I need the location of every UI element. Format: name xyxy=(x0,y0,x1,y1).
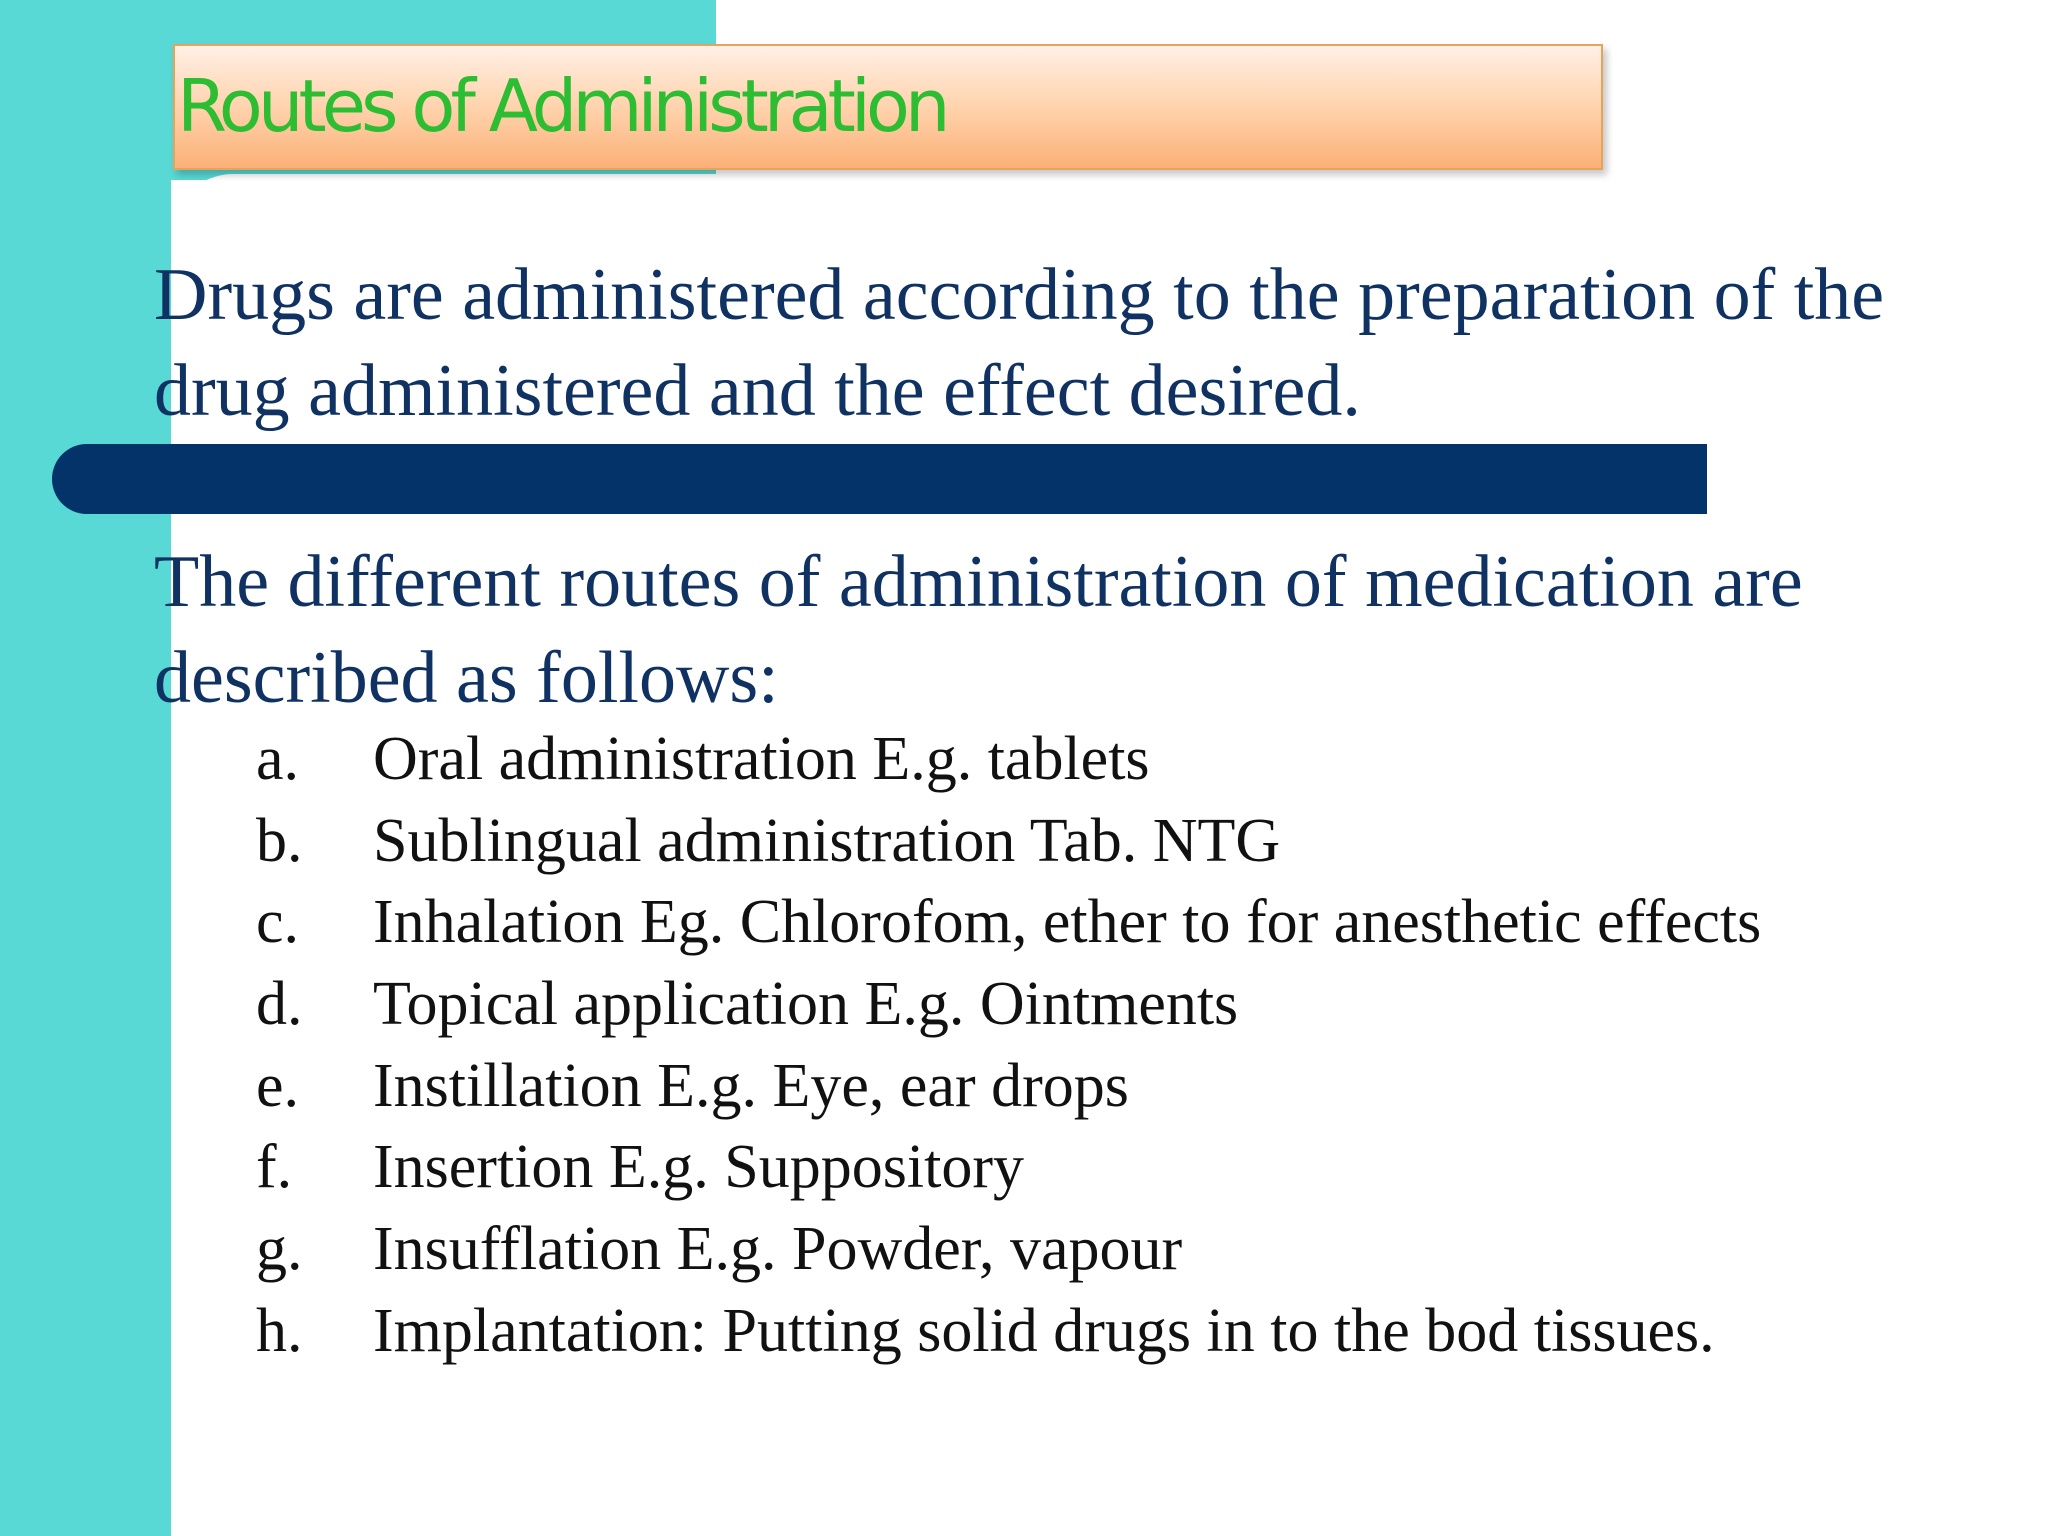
teal-sidebar xyxy=(0,0,171,1536)
route-letter: c. xyxy=(256,888,300,957)
routes-lead-paragraph: The different routes of administration of medication are described as follows: xyxy=(154,541,1803,719)
route-text: Topical application E.g. Ointments xyxy=(373,970,1239,1039)
route-letter: h. xyxy=(256,1296,303,1365)
route-letter: b. xyxy=(256,806,303,875)
route-item-topical xyxy=(256,964,1761,1046)
route-item-oral xyxy=(256,719,1761,801)
route-letter: g. xyxy=(256,1215,303,1284)
route-text: Insertion E.g. Suppository xyxy=(373,1133,1024,1202)
divider-bar xyxy=(52,444,1707,514)
route-text: Sublingual administration Tab. NTG xyxy=(373,806,1281,875)
slide-title: Routes of Administration xyxy=(177,64,946,148)
route-letter: a. xyxy=(256,725,300,793)
route-item-insertion xyxy=(256,1127,1761,1209)
title-banner xyxy=(173,44,1603,170)
route-letter: f. xyxy=(256,1133,293,1202)
route-text: Insufflation E.g. Powder, vapour xyxy=(373,1215,1183,1284)
route-letter: e. xyxy=(256,1051,300,1120)
route-text: Implantation: Putting solid drugs in to the bod tissues. xyxy=(373,1296,1715,1365)
route-letter: d. xyxy=(256,970,303,1039)
intro-paragraph: Drugs are administered according to the preparation of the drug administered and the effect desired. xyxy=(154,254,1885,432)
route-text: Inhalation Eg. Chlorofom, ether to for anesthetic effects xyxy=(373,888,1762,957)
route-item-insufflation xyxy=(256,1209,1761,1291)
route-item-inhalation xyxy=(256,882,1761,964)
route-item-sublingual xyxy=(256,801,1761,883)
routes-list xyxy=(256,719,1761,1373)
route-item-implantation xyxy=(256,1291,1761,1373)
route-text: Instillation E.g. Eye, ear drops xyxy=(373,1051,1129,1120)
route-text: Oral administration E.g. tablets xyxy=(373,725,1150,793)
route-item-instillation xyxy=(256,1046,1761,1128)
